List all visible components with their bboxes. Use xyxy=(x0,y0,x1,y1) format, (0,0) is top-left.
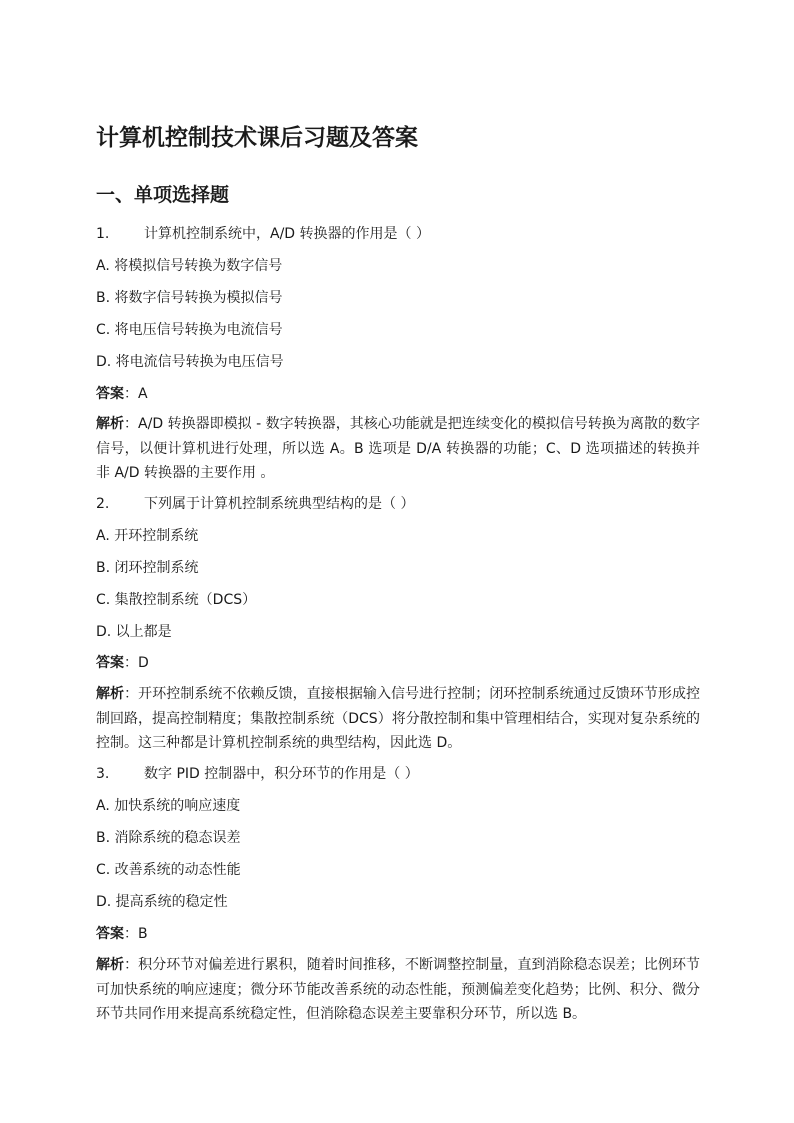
answer-line xyxy=(96,382,148,406)
answer-label: 答案 xyxy=(96,386,124,402)
option-d: D. 以上都是 xyxy=(96,624,172,640)
answer-value: ：D xyxy=(124,655,149,671)
option-a: A. 将模拟信号转换为数字信号 xyxy=(96,258,283,274)
analysis-paragraph xyxy=(96,682,700,756)
analysis-label: 解析 xyxy=(96,957,125,973)
question-number: 2. xyxy=(96,496,110,512)
answer-value: ：A xyxy=(124,386,148,402)
question-number: 3. xyxy=(96,766,110,782)
answer-label: 答案 xyxy=(96,655,124,671)
option-c: C. 将电压信号转换为电流信号 xyxy=(96,322,283,338)
question-text: 数字 PID 控制器中，积分环节的作用是（ ） xyxy=(144,766,419,782)
section-title: 一、单项选择题 xyxy=(96,184,230,206)
option-b: B. 闭环控制系统 xyxy=(96,560,199,576)
question-number: 1. xyxy=(96,226,110,242)
question-stem xyxy=(96,492,414,516)
analysis-label: 解析 xyxy=(96,686,125,702)
option-a: A. 开环控制系统 xyxy=(96,528,199,544)
document-title: 计算机控制技术课后习题及答案 xyxy=(96,125,418,151)
answer-line xyxy=(96,922,148,946)
analysis-paragraph xyxy=(96,953,700,1027)
question-text: 下列属于计算机控制系统典型结构的是（ ） xyxy=(144,496,415,512)
analysis-label: 解析 xyxy=(96,416,125,432)
option-d: D. 提高系统的稳定性 xyxy=(96,894,228,910)
question-stem xyxy=(96,222,430,246)
analysis-paragraph xyxy=(96,412,700,486)
answer-line xyxy=(96,651,149,675)
answer-value: ：B xyxy=(124,926,148,942)
option-d: D. 将电流信号转换为电压信号 xyxy=(96,354,284,370)
question-stem xyxy=(96,762,419,786)
option-c: C. 改善系统的动态性能 xyxy=(96,862,241,878)
question-text: 计算机控制系统中，A/D 转换器的作用是（ ） xyxy=(144,226,430,242)
answer-label: 答案 xyxy=(96,926,124,942)
option-b: B. 将数字信号转换为模拟信号 xyxy=(96,290,283,306)
analysis-text: ：开环控制系统不依赖反馈，直接根据输入信号进行控制；闭环控制系统通过反馈环节形成控制回路，提高控制精度；集散控制系统（DCS）将分散控制和集中管理相结合，实现对复杂系统的控制。这三种都是计算机控制系统的典型结构，因此选 D。 xyxy=(96,686,701,751)
option-c: C. 集散控制系统（DCS） xyxy=(96,592,257,608)
analysis-text: ：A/D 转换器即模拟 - 数字转换器，其核心功能就是把连续变化的模拟信号转换为离散的数字信号，以便计算机进行处理，所以选 A。B 选项是 D/A 转换器的功能；C、D 选项描述的转换并非 A/D 转换器的主要作用 。 xyxy=(96,416,700,481)
option-b: B. 消除系统的稳态误差 xyxy=(96,830,241,846)
analysis-text: ：积分环节对偏差进行累积，随着时间推移，不断调整控制量，直到消除稳态误差；比例环节可加快系统的响应速度；微分环节能改善系统的动态性能，预测偏差变化趋势；比例、积分、微分环节共同作用来提高系统稳定性，但消除稳态误差主要靠积分环节，所以选 B。 xyxy=(96,957,701,1022)
option-a: A. 加快系统的响应速度 xyxy=(96,798,241,814)
